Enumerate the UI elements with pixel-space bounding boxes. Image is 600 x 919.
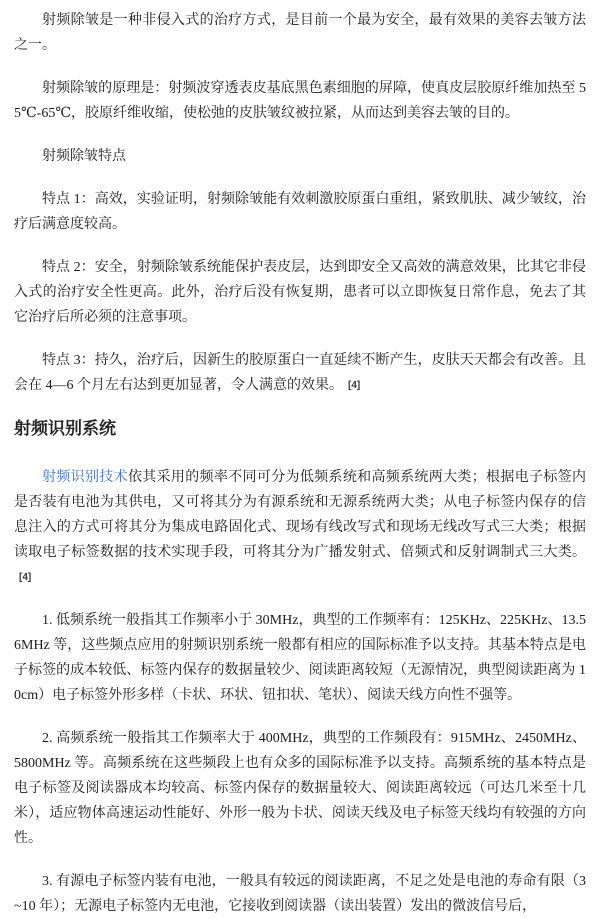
paragraph-rf-wrinkle-principle: 射频除皱的原理是：射频波穿透表皮基底黑色素细胞的屏障，使真皮层胶原纤维加热至 55℃-65℃，胶原纤维收缩，使松弛的皮肤皱纹被拉紧，从而达到美容去皱的目的。 [14,81,586,121]
rfid-classification-text: 依其采用的频率不同可分为低频系统和高频系统两大类；根据电子标签内是否装有电池为其供电，又可将其分为有源系统和无源系统两大类；从电子标签内保存的信息注入的方式可将其分为集成电路固化式、现场有线改写式和现场无线改写式三大类；根据读取电子标签数据的技术实现手段，可将其分为广播发射式、倍频式和反射调制式三大类。 [14,470,587,560]
paragraph-feature-3-lasting [14,348,586,398]
paragraph-high-frequency-system: 2. 高频系统一般指其工作频率大于 400MHz，典型的工作频段有：915MHz、2450MHz、5800MHz 等。高频系统在这些频段上也有众多的国际标准予以支持。高频系统的基本特点是电子标签及阅读器成本均较高、标签内保存的数据量较大、阅读距离较远（可达几米至十几米），适应物体高速运动性能好、外形一般为卡状、阅读天线及电子标签天线均有较强的方向性。 [14,731,586,846]
paragraph-features-title: 射频除皱特点 [42,149,126,164]
paragraph-rfid-classification [14,465,586,590]
paragraph-active-passive-tags: 3. 有源电子标签内装有电池，一般具有较远的阅读距离，不足之处是电池的寿命有限（3~10 年）；无源电子标签内无电池，它接收到阅读器（读出装置）发出的微波信号后， [14,874,586,914]
citation-4-marker[interactable]: [4] [348,380,361,391]
rfid-technology-link[interactable]: 射频识别技术 [42,470,128,485]
paragraph-low-frequency-system: 1. 低频系统一般指其工作频率小于 30MHz，典型的工作频率有：125KHz、225KHz、13.56MHz 等，这些频点应用的射频识别系统一般都有相应的国际标准予以支持。其基本特点是电子标签的成本较低、标签内保存的数据量较少、阅读距离较短（无源情况，典型阅读距离为 10cm）电子标签外形多样（卡状、环状、钮扣状、笔状）、阅读天线方向性不强等。 [14,613,586,703]
paragraph-feature-1-efficient: 特点 1：高效，实验证明，射频除皱能有效刺激胶原蛋白重组，紧致肌肤、减少皱纹，治疗后满意度较高。 [14,192,586,232]
citation-4-marker[interactable]: [4] [19,572,32,583]
section-heading-rfid-system: 射频识别系统 [14,419,116,438]
paragraph-rf-wrinkle-intro: 射频除皱是一种非侵入式的治疗方式，是目前一个最为安全，最有效果的美容去皱方法之一。 [14,13,586,53]
feature-3-text: 特点 3：持久，治疗后，因新生的胶原蛋白一直延续不断产生，皮肤天天都会有改善。且会在 4—6 个月左右达到更加显著，令人满意的效果。 [14,353,586,393]
paragraph-feature-2-safe: 特点 2：安全，射频除皱系统能保护表皮层，达到即安全又高效的满意效果，比其它非侵入式的治疗安全性更高。此外，治疗后没有恢复期，患者可以立即恢复日常作息，免去了其它治疗后所必须的注意事项。 [14,260,586,325]
